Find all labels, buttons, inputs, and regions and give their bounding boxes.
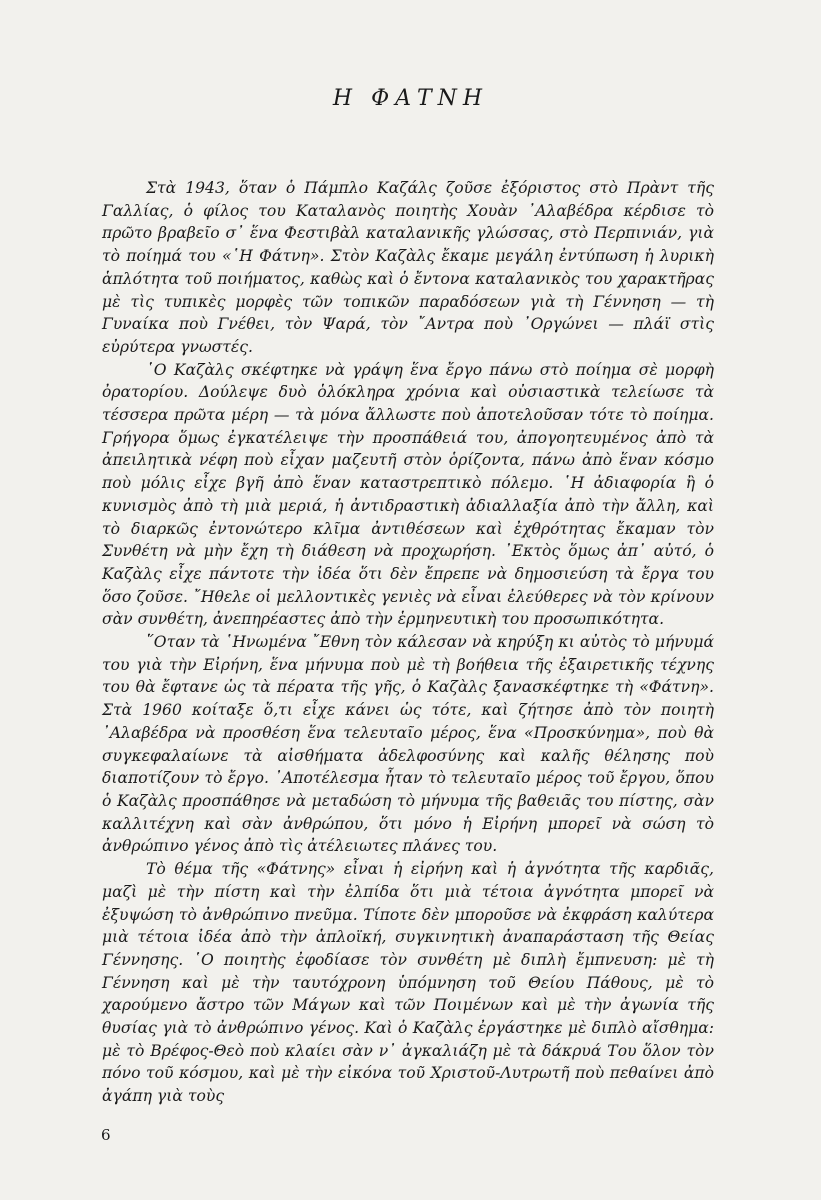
page-number: 6 [101, 1126, 111, 1144]
body-text [102, 177, 714, 1108]
paragraph: ῾Ο Καζὰλς σκέφτηκε νὰ γράψη ἕνα ἔργο πάνω στὸ ποίημα σὲ μορφὴ ὀρατορίου. Δούλεψε δυὸ ὁλόκληρα χρόνια καὶ οὐσιαστικὰ τελείωσε τὰ τέσσερα πρῶτα μέρη — τὰ μόνα ἄλλωστε ποὺ ἀποτελοῦσαν τότε τὸ ποίημα. Γρήγορα ὅμως ἐγκατέλειψε τὴν προσπάθειά του, ἀπογοητευμένος ἀπὸ τὰ ἀπειλητικὰ νέφη ποὺ εἶχαν μαζευτῆ στὸν ὁρίζοντα, πάνω ἀπὸ ἕναν κόσμο ποὺ μόλις εἶχε βγῆ ἀπὸ ἕναν καταστρεπτικὸ πόλεμο. ῾Η ἀδιαφορία ἢ ὁ κυνισμὸς ἀπὸ τὴ μιὰ μεριά, ἡ ἀντιδραστικὴ ἀδιαλλαξία ἀπὸ τὴν ἄλλη, καὶ τὸ διαρκῶς ἐντονώτερο κλῖμα ἀντιθέσεων καὶ ἐχθρότητας ἔκαμαν τὸν Συνθέτη νὰ μὴν ἔχη τὴ διάθεση νὰ προχωρήση. ᾿Εκτὸς ὅμως ἀπ᾿ αὐτό, ὁ Καζὰλς εἶχε πάντοτε τὴν ἰδέα ὅτι δὲν ἔπρεπε νὰ δημοσιεύση τὰ ἔργα του ὅσο ζοῦσε. ῎Ηθελε οἱ μελλοντικὲς γενιὲς νὰ εἶναι ἐλεύθερες νὰ τὸν κρίνουν σὰν συνθέτη, ἀνεπηρέαστες ἀπὸ τὴν ἑρμηνευτικὴ του προσωπικότητα. [102, 360, 714, 629]
page-title: Η ΦΑΤΝΗ [332, 86, 489, 111]
paragraph: ῞Οταν τὰ ῾Ηνωμένα ῎Εθνη τὸν κάλεσαν νὰ κηρύξη κι αὐτὸς τὸ μήνυμά του γιὰ τὴν Εἰρήνη, ἕνα μήνυμα ποὺ μὲ τὴ βοήθεια τῆς ἐξαιρετικῆς τέχνης του θὰ ἔφτανε ὡς τὰ πέρατα τῆς γῆς, ὁ Καζὰλς ξανασκέφτηκε τὴ «Φάτνη». Στὰ 1960 κοίταξε ὅ,τι εἶχε κάνει ὡς τότε, καὶ ζήτησε ἀπὸ τὸν ποιητὴ ᾿Αλαβέδρα νὰ προσθέση ἕνα τελευταῖο μέρος, ἕνα «Προσκύνημα», ποὺ θὰ συγκεφαλαίωνε τὰ αἰσθήματα ἀδελφοσύνης καὶ καλῆς θέλησης ποὺ διαποτίζουν τὸ ἔργο. ᾿Αποτέλεσμα ἦταν τὸ τελευταῖο μέρος τοῦ ἔργου, ὅπου ὁ Καζὰλς προσπάθησε νὰ μεταδώση τὸ μήνυμα τῆς βαθειᾶς του πίστης, σὰν καλλιτέχνη καὶ σὰν ἀνθρώπου, ὅτι μόνο ἡ Εἰρήνη μπορεῖ νὰ σώση τὸ ἀνθρώπινο γένος ἀπὸ τὶς ἀτέλειωτες πλάνες του. [102, 633, 714, 856]
paragraph: Στὰ 1943, ὅταν ὁ Πάμπλο Καζάλς ζοῦσε ἐξόριστος στὸ Πρὰντ τῆς Γαλλίας, ὁ φίλος του Καταλανὸς ποιητὴς Χουὰν ᾿Αλαβέδρα κέρδισε τὸ πρῶτο βραβεῖο σ᾿ ἕνα Φεστιβὰλ καταλανικῆς γλώσσας, στὸ Περπινιάν, γιὰ τὸ ποίημά του «῾Η Φάτνη». Στὸν Καζὰλς ἔκαμε μεγάλη ἐντύπωση ἡ λυρικὴ ἁπλότητα τοῦ ποιήματος, καθὼς καὶ ὁ ἔντονα καταλανικὸς του χαρακτῆρας μὲ τὶς τυπικὲς μορφὲς τῶν τοπικῶν παραδόσεων γιὰ τὴ Γέννηση — τὴ Γυναίκα ποὺ Γνέθει, τὸν Ψαρά, τὸν ῎Αντρα ποὺ ᾿Οργώνει — πλάϊ στὶς εὐρύτερα γνωστές. [102, 179, 714, 356]
paragraph: Τὸ θέμα τῆς «Φάτνης» εἶναι ἡ εἰρήνη καὶ ἡ ἀγνότητα τῆς καρδιᾶς, μαζὶ μὲ τὴν πίστη καὶ τὴν ἐλπίδα ὅτι μιὰ τέτοια ἀγνότητα μπορεῖ νὰ ἐξυψώση τὸ ἀνθρώπινο πνεῦμα. Τίποτε δὲν μποροῦσε νὰ ἐκφράση καλύτερα μιὰ τέτοια ἰδέα ἀπὸ τὴν ἁπλοϊκή, συγκινητικὴ ἀναπαράσταση τῆς Θείας Γέννησης. ῾Ο ποιητὴς ἐφοδίασε τὸν συνθέτη μὲ διπλὴ ἔμπνευση: μὲ τὴ Γέννηση καὶ μὲ τὴν ταυτόχρονη ὑπόμνηση τοῦ Θείου Πάθους, μὲ τὸ χαρούμενο ἄστρο τῶν Μάγων καὶ τῶν Ποιμένων καὶ μὲ τὴν ἀγωνία τῆς θυσίας γιὰ τὸ ἀνθρώπινο γένος. Καὶ ὁ Καζὰλς ἐργάστηκε μὲ διπλὸ αἴσθημα: μὲ τὸ Βρέφος-Θεὸ ποὺ κλαίει σὰν ν᾿ ἀγκαλιάζη μὲ τὰ δάκρυά Του ὅλον τὸν πόνο τοῦ κόσμου, καὶ μὲ τὴν εἰκόνα τοῦ Χριστοῦ-Λυτρωτῆ ποὺ πεθαίνει ἀπὸ ἀγάπη γιὰ τοὺς [102, 860, 714, 1106]
